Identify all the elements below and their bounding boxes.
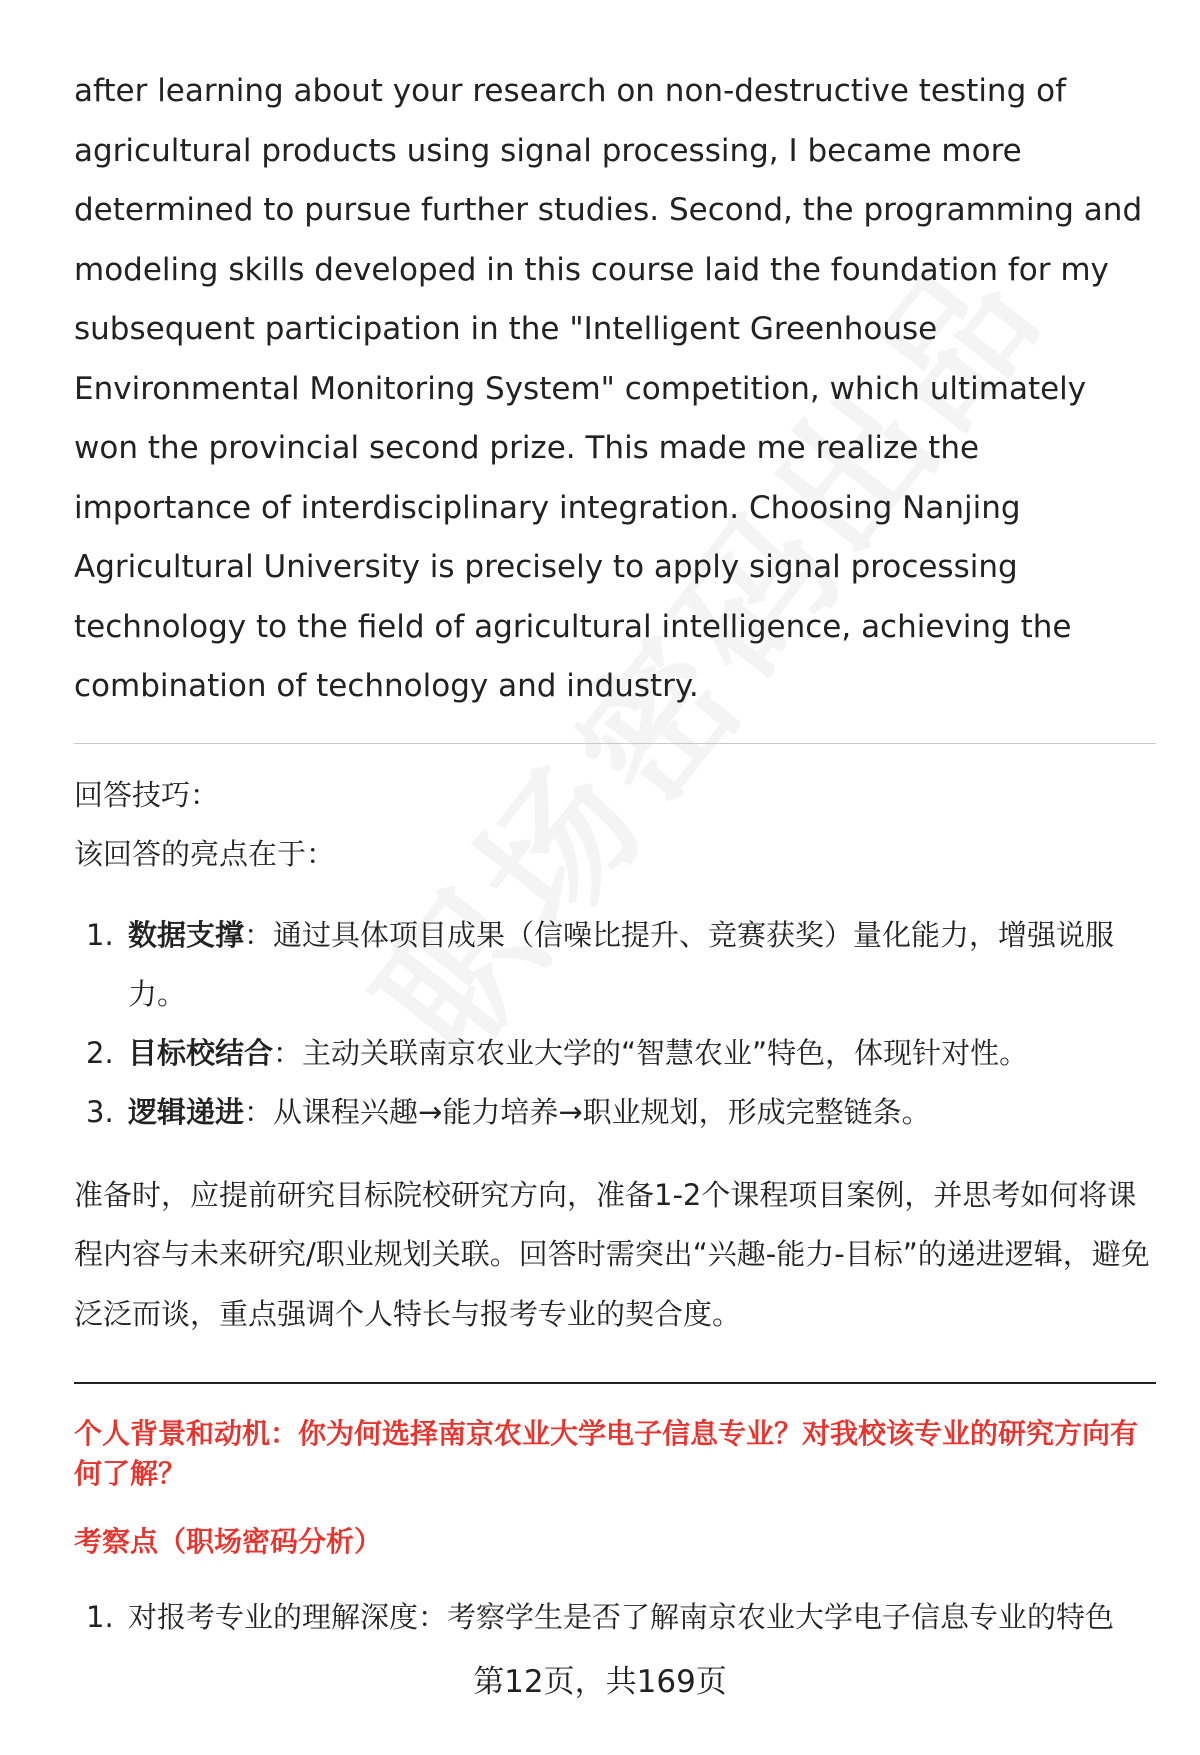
- assessment-point-text: 对报考专业的理解深度：考察学生是否了解南京农业大学电子信息专业的特色: [128, 1600, 1115, 1634]
- list-number: 3.: [86, 1094, 114, 1129]
- advice-paragraph: 准备时，应提前研究目标院校研究方向，准备1-2个课程项目案例，并思考如何将课程内容与未来研究/职业规划关联。回答时需突出“兴趣-能力-目标”的递进逻辑，避免泛泛而谈，重点强调个人特长与报考专业的契合度。: [74, 1177, 1150, 1331]
- tips-list-item: [74, 1083, 1156, 1142]
- tip-keyword: 逻辑递进: [128, 1094, 245, 1129]
- tip-text: ：从课程兴趣→能力培养→职业规划，形成完整链条。: [244, 1094, 931, 1129]
- page-number-footer: 第12页，共169页: [473, 1664, 727, 1700]
- assessment-point: [74, 1588, 1156, 1647]
- page-content: [74, 62, 1156, 1647]
- tip-text: ：通过具体项目成果（信噪比提升、竞赛获奖）量化能力，增强说服力。: [128, 917, 1115, 1011]
- assessment-points-list: [74, 1588, 1156, 1647]
- tip-text: ：主动关联南京农业大学的“智慧农业”特色，体现针对性。: [273, 1035, 1029, 1070]
- list-number: 2.: [86, 1035, 114, 1070]
- tips-title: 回答技巧：: [74, 777, 220, 812]
- question-divider: [74, 1382, 1156, 1384]
- intro-paragraph: after learning about your research on non-destructive testing of agricultural products using signal processing, I became more determined to pursue further studies. Second, the programming and modeling skills developed in this course laid the foundation for my subsequent participation in the "Intelligent Greenhouse Environmental Monitoring System" competition, which ultimately won the provincial second prize. This made me realize the importance of interdisciplinary integration. Choosing Nanjing Agricultural University is precisely to apply signal processing technology to the field of agricultural intelligence, achieving the combination of technology and industry.: [74, 73, 1143, 704]
- section-label: 考察点（职场密码分析）: [74, 1525, 383, 1558]
- tip-keyword: 目标校结合: [128, 1035, 274, 1070]
- section-divider: [74, 743, 1156, 744]
- tips-list-item: [74, 1024, 1156, 1083]
- tips-list: [74, 906, 1156, 1142]
- tip-keyword: 数据支撑: [128, 917, 245, 952]
- tips-list-item: [74, 906, 1156, 1024]
- list-number: 1.: [86, 917, 114, 952]
- tips-lead: 该回答的亮点在于：: [74, 836, 336, 871]
- question-heading: 个人背景和动机：你为何选择南京农业大学电子信息专业？对我校该专业的研究方向有何了解？: [74, 1417, 1139, 1490]
- list-number: 1.: [86, 1600, 114, 1634]
